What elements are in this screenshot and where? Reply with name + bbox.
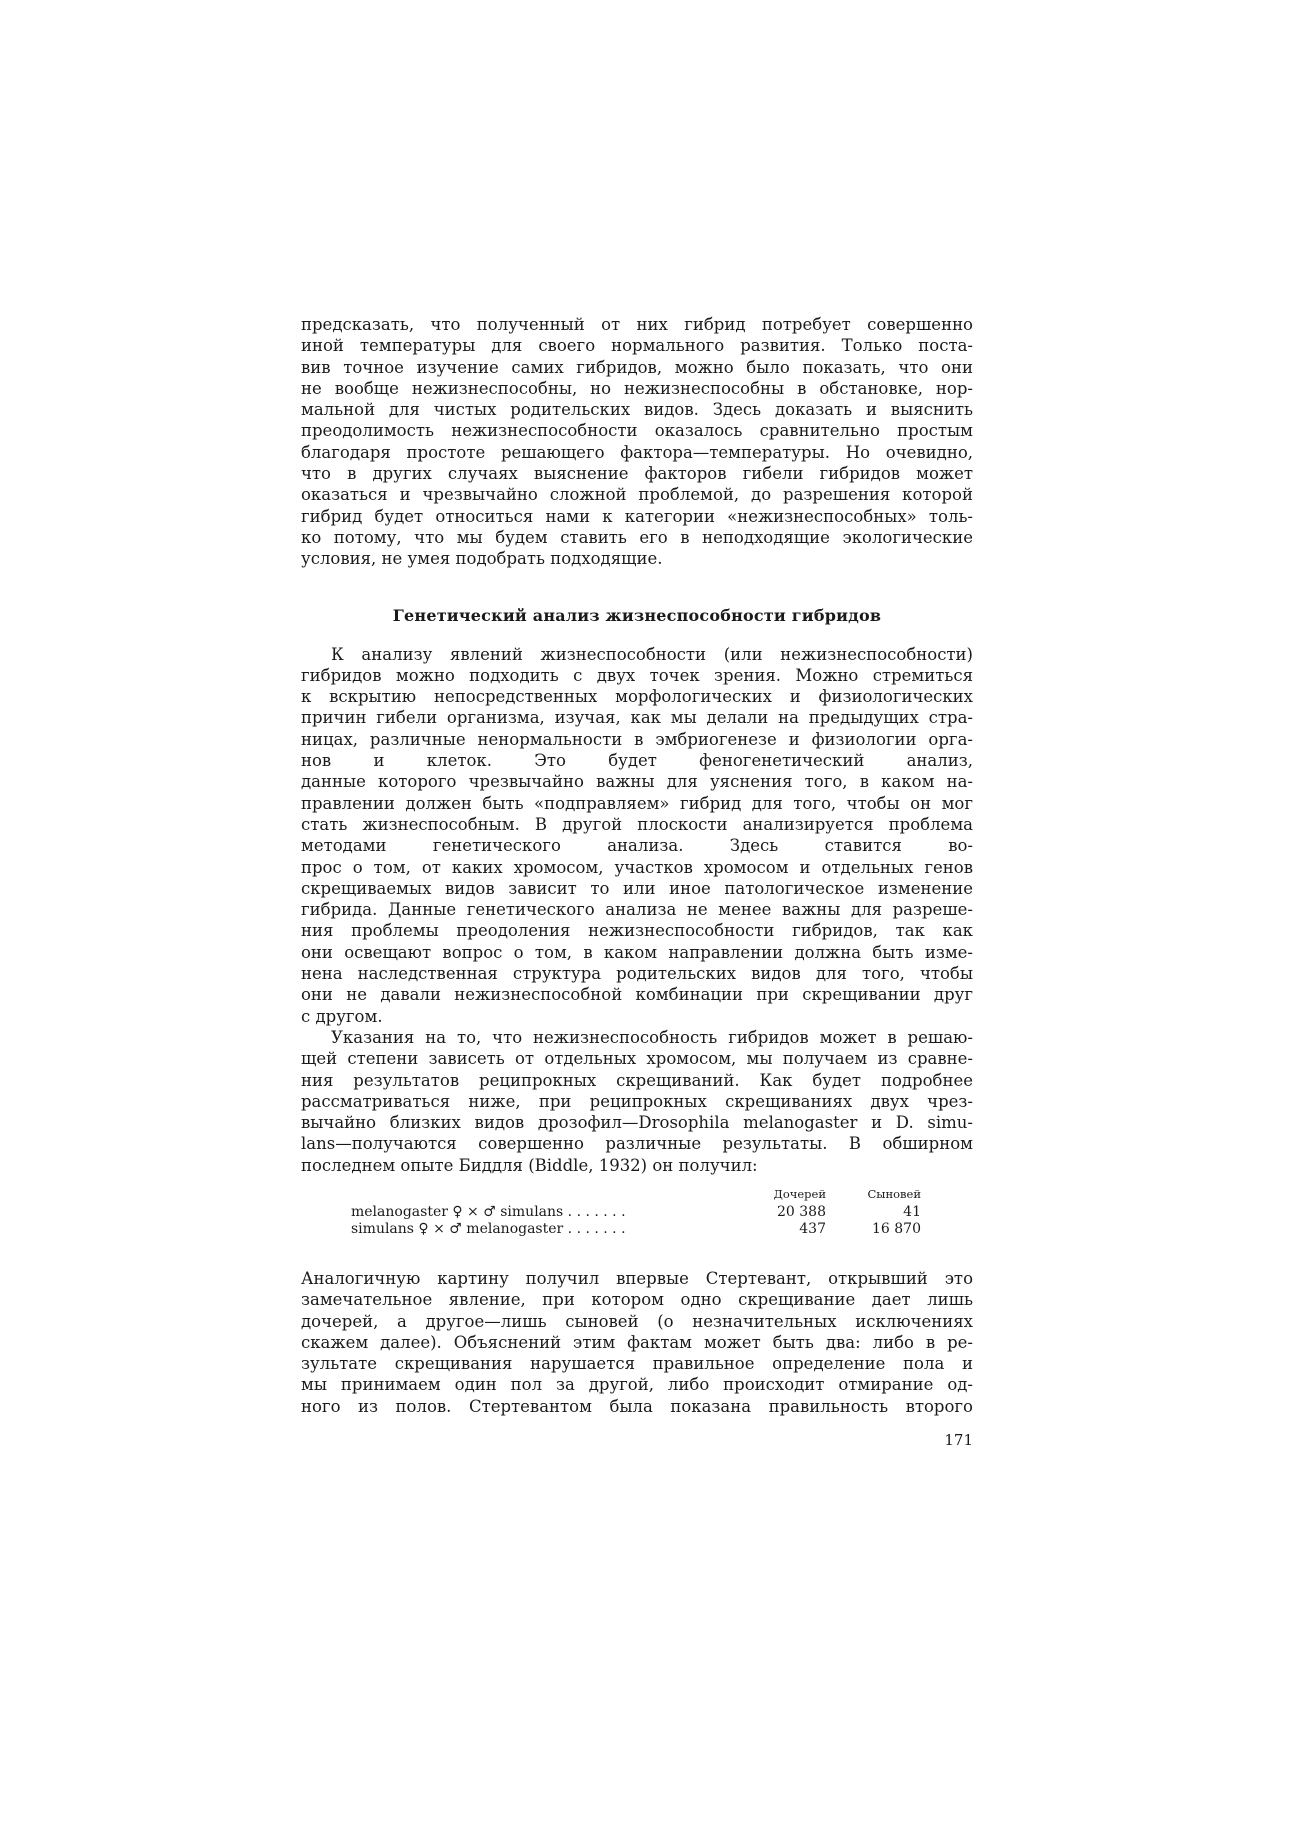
text-line: иной температуры для своего нормального развития. Только поста- [301, 336, 973, 356]
text-line: к вскрытию непосредственных морфологических и физиологических [301, 687, 973, 707]
text-line: предсказать, что полученный от них гибрид потребует совершенно [301, 315, 973, 334]
paragraph-2 [301, 644, 973, 1027]
header-cross [351, 1186, 751, 1203]
text-line: рассматриваться ниже, при реципрокных скрещиваниях двух чрез- [301, 1091, 973, 1111]
text-line: вычайно близких видов дрозофил—Drosophila melanogaster и D. simu- [301, 1113, 973, 1133]
text-line: Указания на то, что нежизнеспособность гибридов может в решаю- [331, 1027, 973, 1047]
cell-daughters: 437 [799, 1220, 826, 1237]
text-line: ния проблемы преодоления нежизнеспособности гибридов, так как [301, 921, 973, 941]
text-line: гибрид будет относиться нами к категории «нежизнеспособных» толь- [301, 506, 973, 526]
text-line: что в других случаях выяснение факторов гибели гибридов может [301, 464, 973, 484]
text-line: последнем опыте Биддля (Biddle, 1932) он получил: [301, 1155, 758, 1175]
text-line: скрещиваемых видов зависит то или иное патологическое изменение [301, 878, 973, 898]
text-line: методами генетического анализа. Здесь ставится во- [301, 836, 973, 856]
cell-daughters: 20 388 [777, 1203, 826, 1220]
text-line: замечательное явление, при котором одно скрещивание дает лишь [301, 1290, 973, 1310]
text-line: данные которого чрезвычайно важны для уяснения того, в каком на- [301, 772, 973, 792]
text-line: они не давали нежизнеспособной комбинации при скрещивании друг [301, 985, 973, 1005]
text-line: не вообще нежизнеспособны, но нежизнеспособны в обстановке, нор- [301, 378, 973, 398]
text-line: щей степени зависеть от отдельных хромосом, мы получаем из сравне- [301, 1049, 973, 1069]
cell-sons: 41 [903, 1203, 921, 1220]
text-line: стать жизнеспособным. В другой плоскости анализируется проблема [301, 814, 973, 834]
table-header [351, 1186, 921, 1203]
text-line: правлении должен быть «подправляем» гибрид для того, чтобы он мог [301, 793, 973, 813]
text-line: К анализу явлений жизнеспособности (или нежизнеспособности) [331, 644, 973, 664]
text-line: мы принимаем один пол за другой, либо происходит отмирание од- [301, 1375, 973, 1395]
text-line: ного из полов. Стертевантом была показана правильность второго [301, 1396, 973, 1416]
text-line: скажем далее). Объяснений этим фактам может быть два: либо в ре- [301, 1332, 973, 1352]
paragraph-4 [301, 1268, 973, 1417]
paragraph-3 [301, 1027, 973, 1176]
cell-sons: 16 870 [872, 1220, 921, 1237]
text-line: оказаться и чрезвычайно сложной проблемой, до разрешения которой [301, 485, 973, 505]
text-line: нена наследственная структура родительских видов для того, чтобы [301, 964, 973, 984]
section-heading: Генетический анализ жизнеспособности гибридов [392, 605, 882, 625]
text-line: ко потому, что мы будем ставить его в неподходящие экологические [301, 527, 973, 547]
book-page [301, 314, 973, 1450]
header-daughters: Дочерей [773, 1186, 826, 1201]
cell-cross: melanogaster ♀ × ♂ simulans . . . . . . . [351, 1203, 626, 1220]
results-table [351, 1186, 921, 1238]
text-line: условия, не умея подобрать подходящие. [301, 549, 663, 569]
text-line: ницах, различные ненормальности в эмбриогенезе и физиологии орга- [301, 729, 973, 749]
page-number: 171 [944, 1431, 973, 1450]
header-sons: Сыновей [867, 1186, 921, 1201]
paragraph-1 [301, 314, 973, 570]
text-line: вив точное изучение самих гибридов, можно было показать, что они [301, 357, 973, 377]
table-row [351, 1221, 921, 1238]
text-line: мальной для чистых родительских видов. Здесь доказать и выяснить [301, 400, 973, 420]
text-line: с другом. [301, 1006, 383, 1026]
text-line: гибридов можно подходить с двух точек зрения. Можно стремиться [301, 665, 973, 685]
text-line: они освещают вопрос о том, в каком направлении должна быть изме- [301, 942, 973, 962]
cell-cross: simulans ♀ × ♂ melanogaster . . . . . . . [351, 1220, 626, 1237]
text-line: ния результатов реципрокных скрещиваний. Как будет подробнее [301, 1070, 973, 1090]
text-line: зультате скрещивания нарушается правильное определение пола и [301, 1354, 973, 1374]
text-line: прос о том, от каких хромосом, участков хромосом и отдельных генов [301, 857, 973, 877]
text-line: гибрида. Данные генетического анализа не менее важны для разреше- [301, 900, 973, 920]
text-line: преодолимость нежизнеспособности оказалось сравнительно простым [301, 421, 973, 441]
text-line: Аналогичную картину получил впервые Стертевант, открывший это [301, 1268, 973, 1288]
text-line: дочерей, а другое—лишь сыновей (о незначительных исключениях [301, 1311, 973, 1331]
text-line: lans—получаются совершенно различные результаты. В обширном [301, 1134, 973, 1154]
text-line: благодаря простоте решающего фактора—температуры. Но очевидно, [301, 442, 973, 462]
text-line: нов и клеток. Это будет феногенетический анализ, [301, 751, 973, 771]
text-line: причин гибели организма, изучая, как мы делали на предыдущих стра- [301, 708, 973, 728]
table-row [351, 1204, 921, 1221]
